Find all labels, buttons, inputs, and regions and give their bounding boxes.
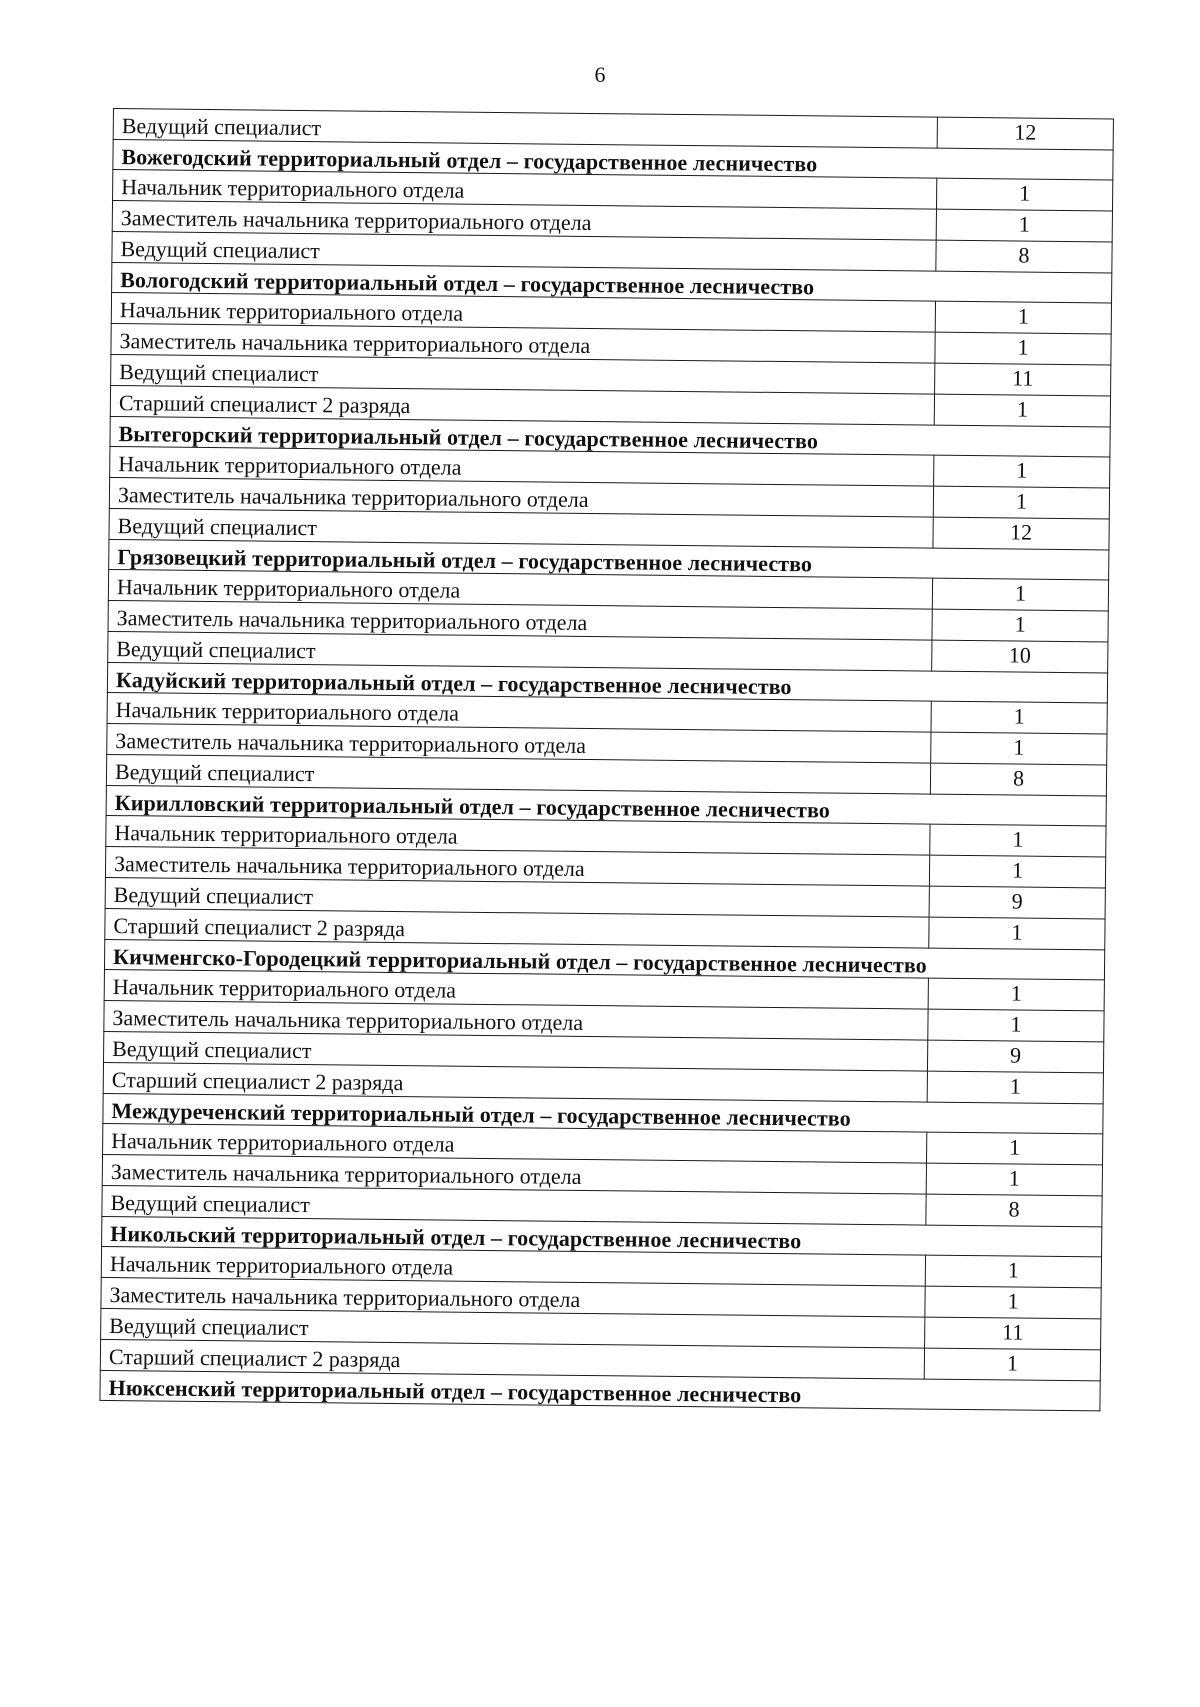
position-count: 1: [926, 1163, 1102, 1196]
position-title: Заместитель начальника территориального отдела: [102, 1154, 926, 1194]
position-count: 1: [935, 332, 1111, 365]
position-count: 11: [925, 1317, 1101, 1350]
position-title: Начальник территориального отдела: [113, 170, 937, 210]
position-count: 1: [936, 178, 1112, 211]
position-count: 12: [933, 517, 1109, 550]
position-title: Заместитель начальника территориального отдела: [108, 600, 932, 640]
staffing-table: [99, 108, 1113, 1411]
position-count: 1: [926, 1132, 1102, 1165]
position-count: 1: [928, 978, 1104, 1011]
position-title: Начальник территориального отдела: [110, 446, 934, 486]
position-title: Заместитель начальника территориального отдела: [109, 477, 933, 517]
position-title: Ведущий специалист: [106, 754, 930, 794]
position-count: 8: [930, 763, 1106, 796]
position-count: 1: [931, 732, 1107, 765]
position-title: Заместитель начальника территориального отдела: [112, 201, 936, 241]
position-title: Начальник территориального отдела: [103, 1123, 927, 1163]
section-title: Нюксенский территориальный отдел – государственное лесничество: [100, 1370, 1100, 1410]
position-count: 12: [937, 117, 1113, 150]
position-count: 11: [935, 363, 1111, 396]
section-title: Вытегорский территориальный отдел – государственное лесничество: [110, 416, 1110, 456]
position-count: 1: [932, 578, 1108, 611]
section-title: Грязовецкий территориальный отдел – государственное лесничество: [109, 539, 1109, 579]
position-count: 1: [934, 394, 1110, 427]
position-title: Ведущий специалист: [104, 1031, 928, 1071]
position-count: 1: [924, 1348, 1100, 1381]
position-count: 1: [927, 1071, 1103, 1104]
position-title: Ведущий специалист: [112, 231, 936, 271]
section-title: Кирилловский территориальный отдел – государственное лесничество: [106, 785, 1106, 825]
position-title: Старший специалист 2 разряда: [100, 1339, 924, 1379]
position-count: 1: [928, 1009, 1104, 1042]
position-title: Ведущий специалист: [102, 1185, 926, 1225]
position-title: Старший специалист 2 разряда: [105, 908, 929, 948]
position-title: Заместитель начальника территориального отдела: [101, 1277, 925, 1317]
position-count: 1: [931, 701, 1107, 734]
position-title: Ведущий специалист: [111, 354, 935, 394]
position-title: Заместитель начальника территориального отдела: [111, 323, 935, 363]
position-count: 1: [933, 486, 1109, 519]
position-title: Начальник территориального отдела: [111, 292, 935, 332]
section-title: Кадуйский территориальный отдел – государственное лесничество: [107, 662, 1107, 702]
position-title: Начальник территориального отдела: [106, 815, 930, 855]
position-title: Начальник территориального отдела: [101, 1246, 925, 1286]
position-count: 1: [925, 1286, 1101, 1319]
section-title: Кичменгско-Городецкий территориальный отдел – государственное лесничество: [104, 939, 1104, 979]
section-title: Никольский территориальный отдел – государственное лесничество: [102, 1216, 1102, 1256]
position-count: 10: [932, 640, 1108, 673]
position-title: Старший специалист 2 разряда: [110, 385, 934, 425]
position-count: 1: [936, 209, 1112, 242]
position-count: 8: [926, 1194, 1102, 1227]
position-count: 9: [927, 1040, 1103, 1073]
position-count: 9: [929, 886, 1105, 919]
position-title: Старший специалист 2 разряда: [103, 1062, 927, 1102]
position-count: 1: [934, 455, 1110, 488]
position-count: 1: [925, 1255, 1101, 1288]
position-title: Ведущий специалист: [108, 631, 932, 671]
position-title: Заместитель начальника территориального отдела: [107, 723, 931, 763]
position-title: Ведущий специалист: [105, 877, 929, 917]
position-title: Заместитель начальника территориального отдела: [104, 1000, 928, 1040]
page-number: 6: [594, 62, 606, 87]
staffing-table-body: [100, 109, 1113, 1411]
position-title: Заместитель начальника территориального отдела: [105, 846, 929, 886]
position-title: Ведущий специалист: [101, 1308, 925, 1348]
position-count: 1: [935, 301, 1111, 334]
position-title: Начальник территориального отдела: [108, 569, 932, 609]
position-count: 8: [936, 240, 1112, 273]
position-count: 1: [930, 824, 1106, 857]
section-title: Вологодский территориальный отдел – государственное лесничество: [112, 262, 1112, 302]
section-title: Междуреченский территориальный отдел – государственное лесничество: [103, 1093, 1103, 1133]
position-count: 1: [932, 609, 1108, 642]
section-title: Вожегодский территориальный отдел – государственное лесничество: [113, 140, 1113, 180]
position-count: 1: [929, 917, 1105, 950]
position-title: Начальник территориального отдела: [104, 969, 928, 1009]
position-count: 1: [929, 855, 1105, 888]
position-title: Ведущий специалист: [113, 109, 937, 149]
position-title: Начальник территориального отдела: [107, 692, 931, 732]
position-title: Ведущий специалист: [109, 508, 933, 548]
